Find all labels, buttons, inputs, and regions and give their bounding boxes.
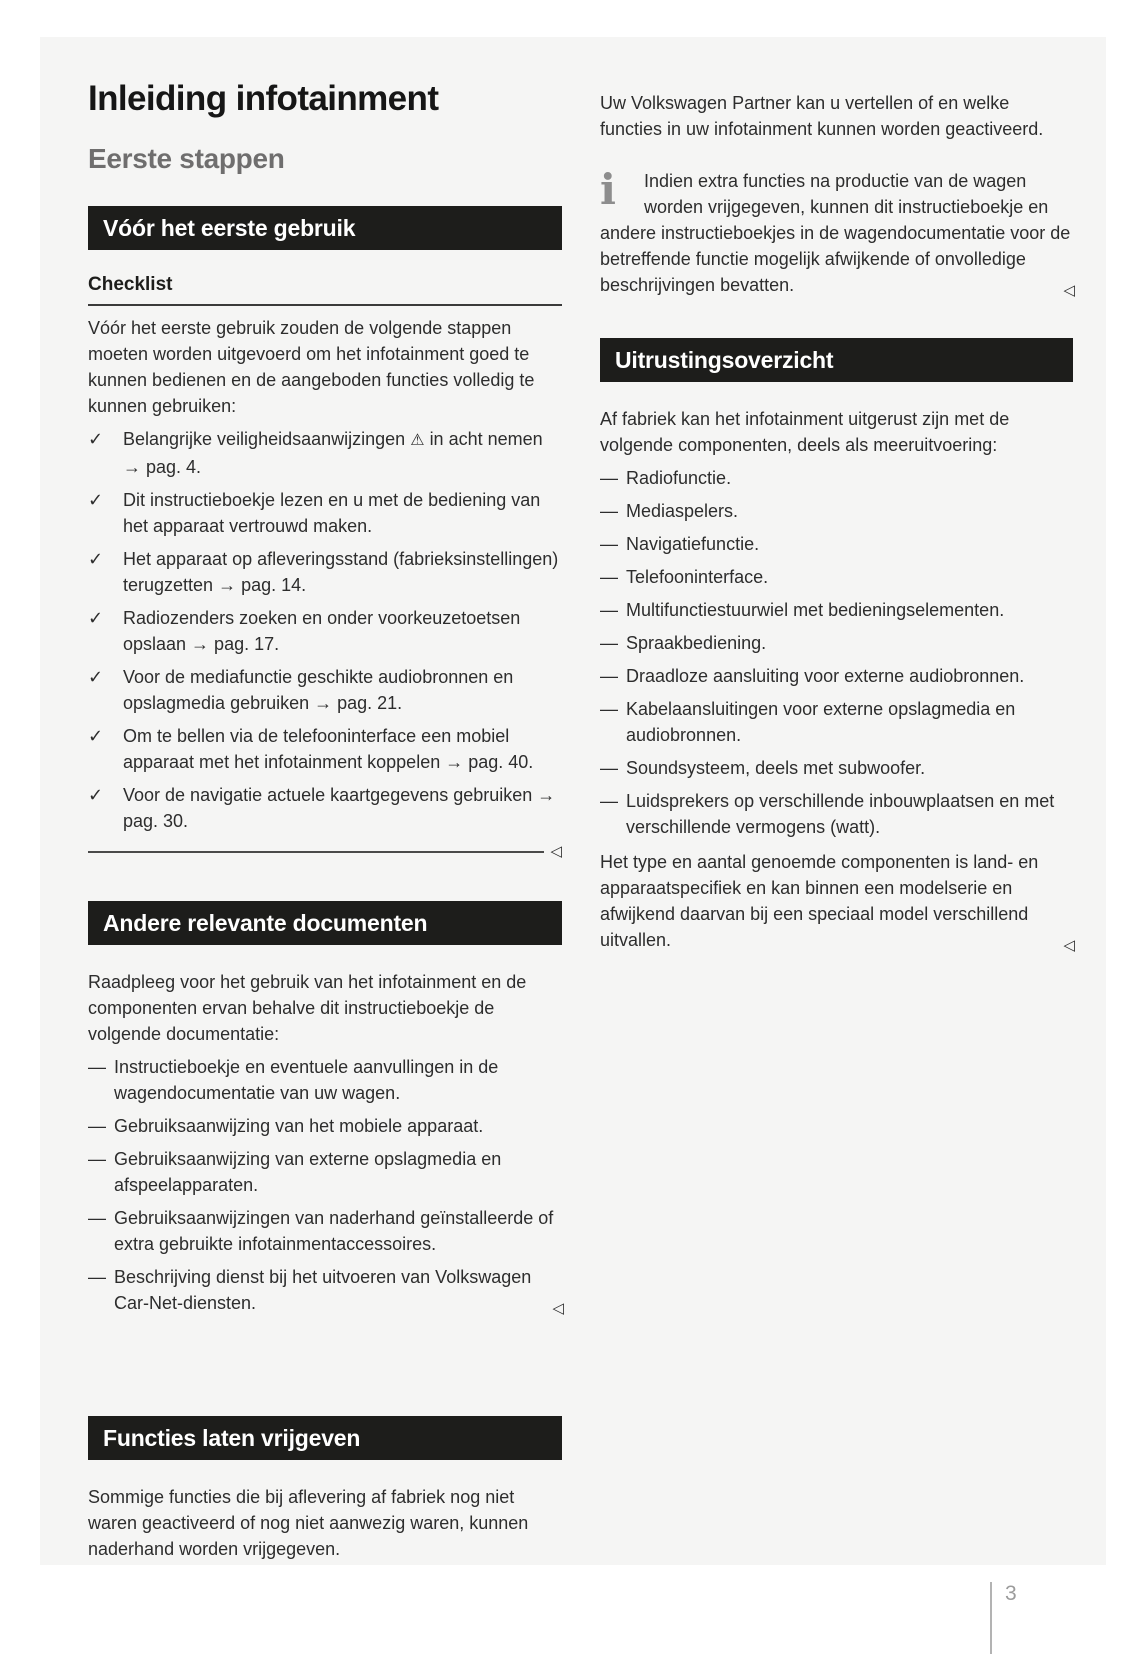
manual-page bbox=[40, 37, 1106, 1565]
dash-bullet-icon: — bbox=[600, 666, 618, 686]
section-heading-first-use: Vóór het eerste gebruik bbox=[88, 206, 562, 250]
checklist-heading: Checklist bbox=[88, 272, 562, 306]
info-note-text: Indien extra functies na productie van de wagen worden vrijgegeven, kunnen dit instructieboekje en andere instructieboekjes in de wagendocumentatie voor de betreffende functie mogelijk afwijkende of onvolledige beschrijvingen bevatten. bbox=[600, 171, 1071, 295]
dash-bullet-icon: — bbox=[88, 1149, 106, 1169]
chapter-subtitle: Eerste stappen bbox=[88, 143, 285, 174]
check-icon: ✓ bbox=[88, 785, 104, 805]
dash-bullet-icon: — bbox=[600, 501, 618, 521]
checklist-item-text: Om te bellen via de telefooninterface een mobiel apparaat met het infotainment koppelen → pag. 40. bbox=[123, 726, 534, 772]
dash-bullet-icon: — bbox=[600, 567, 618, 587]
list-item bbox=[600, 630, 1073, 656]
right-column bbox=[600, 78, 1073, 953]
dash-bullet-icon: — bbox=[88, 1116, 106, 1136]
list-item bbox=[600, 465, 1073, 491]
warning-icon: ⚠ bbox=[410, 432, 425, 449]
list-item-text: Navigatiefunctie. bbox=[626, 534, 760, 554]
dash-bullet-icon: — bbox=[600, 633, 618, 653]
checklist-item-text: Belangrijke veiligheidsaanwijzingen bbox=[123, 429, 406, 449]
section-heading-documents: Andere relevante documenten bbox=[88, 901, 562, 945]
list-item bbox=[600, 498, 1073, 524]
list-item bbox=[600, 564, 1073, 590]
checklist-item-text: in acht nemen → pag. 4. bbox=[123, 429, 543, 477]
list-item-text: Gebruiksaanwijzingen van naderhand geïnstalleerde of extra gebruikte infotainmentaccessoires. bbox=[114, 1208, 554, 1254]
divider bbox=[88, 851, 544, 853]
dash-bullet-icon: — bbox=[600, 699, 618, 719]
section-end-rule bbox=[88, 844, 562, 859]
section-end-marker-icon: ◁ bbox=[552, 1300, 564, 1317]
check-icon: ✓ bbox=[88, 490, 104, 510]
page-number: 3 bbox=[1005, 1582, 1017, 1605]
list-item bbox=[600, 531, 1073, 557]
list-item bbox=[600, 663, 1073, 689]
list-item-text: Beschrijving dienst bij het uitvoeren van Volkswagen Car-Net-diensten. bbox=[114, 1267, 532, 1313]
section-end-marker-icon: ◁ bbox=[1063, 282, 1075, 299]
list-item bbox=[88, 1264, 562, 1316]
list-item-text: Luidsprekers op verschillende inbouwplaatsen en met verschillende vermogens (watt). bbox=[626, 791, 1055, 837]
list-item bbox=[88, 1205, 562, 1257]
list-item bbox=[88, 1054, 562, 1106]
dash-bullet-icon: — bbox=[600, 600, 618, 620]
check-icon: ✓ bbox=[88, 726, 104, 746]
equipment-list bbox=[600, 465, 1073, 840]
list-item-text: Draadloze aansluiting voor externe audiobronnen. bbox=[626, 666, 1025, 686]
check-icon: ✓ bbox=[88, 608, 104, 628]
list-item-text: Kabelaansluitingen voor externe opslagmedia en audiobronnen. bbox=[626, 699, 1016, 745]
equipment-intro: Af fabriek kan het infotainment uitgerust zijn met de volgende componenten, deels als meeruitvoering: bbox=[600, 409, 1010, 455]
section-heading-functions: Functies laten vrijgeven bbox=[88, 1416, 562, 1460]
list-item-text: Radiofunctie. bbox=[626, 468, 732, 488]
checklist bbox=[88, 426, 562, 834]
check-icon: ✓ bbox=[88, 549, 104, 569]
dash-bullet-icon: — bbox=[88, 1267, 106, 1287]
list-item bbox=[88, 1113, 562, 1139]
list-item bbox=[600, 696, 1073, 748]
checklist-item bbox=[88, 546, 562, 598]
list-item-text: Gebruiksaanwijzing van het mobiele apparaat. bbox=[114, 1116, 484, 1136]
checklist-item bbox=[88, 782, 562, 834]
checklist-item-text: Voor de mediafunctie geschikte audiobronnen en opslagmedia gebruiken → pag. 21. bbox=[123, 667, 514, 713]
checklist-item-text: Het apparaat op afleveringsstand (fabrieksinstellingen) terugzetten → pag. 14. bbox=[123, 549, 559, 595]
documents-list bbox=[88, 1054, 562, 1316]
checklist-item bbox=[88, 664, 562, 716]
section-end-marker-icon: ◁ bbox=[1063, 937, 1075, 954]
functions-body: Sommige functies die bij aflevering af fabriek nog niet waren geactiveerd of nog niet aanwezig waren, kunnen naderhand worden vrijgegeven. bbox=[88, 1487, 529, 1559]
info-note bbox=[600, 165, 1075, 299]
check-icon: ✓ bbox=[88, 667, 104, 687]
checklist-item bbox=[88, 723, 562, 775]
checklist-item bbox=[88, 605, 562, 657]
checklist-item-text: Voor de navigatie actuele kaartgegevens gebruiken → pag. 30. bbox=[123, 785, 556, 831]
list-item-text: Multifunctiestuurwiel met bedieningselementen. bbox=[626, 600, 1005, 620]
dash-bullet-icon: — bbox=[600, 468, 618, 488]
page-title: Inleiding infotainment bbox=[88, 79, 439, 118]
dash-bullet-icon: — bbox=[88, 1057, 106, 1077]
checklist-intro: Vóór het eerste gebruik zouden de volgende stappen moeten worden uitgevoerd om het infotainment goed te kunnen bedienen en de aangeboden functies volledig te kunnen gebruiken: bbox=[88, 318, 535, 416]
section-end-marker-icon: ◁ bbox=[550, 843, 562, 860]
list-item-text: Gebruiksaanwijzing van externe opslagmedia en afspeelapparaten. bbox=[114, 1149, 502, 1195]
documents-intro: Raadpleeg voor het gebruik van het infotainment en de componenten ervan behalve dit instructieboekje de volgende documentatie: bbox=[88, 972, 527, 1044]
list-item bbox=[600, 788, 1073, 840]
section-heading-equipment: Uitrustingsoverzicht bbox=[600, 338, 1073, 382]
checklist-item-text: Radiozenders zoeken en onder voorkeuzetoetsen opslaan → pag. 17. bbox=[123, 608, 521, 654]
list-item-text: Soundsysteem, deels met subwoofer. bbox=[626, 758, 926, 778]
list-item bbox=[600, 755, 1073, 781]
list-item-text: Mediaspelers. bbox=[626, 501, 739, 521]
list-item bbox=[600, 597, 1073, 623]
dash-bullet-icon: — bbox=[600, 791, 618, 811]
left-column bbox=[88, 78, 562, 1562]
list-item-text: Instructieboekje en eventuele aanvullingen in de wagendocumentatie van uw wagen. bbox=[114, 1057, 499, 1103]
info-icon: i bbox=[600, 165, 616, 214]
checklist-item bbox=[88, 487, 562, 539]
equipment-outro: Het type en aantal genoemde componenten is land- en apparaatspecifiek en kan binnen een modelserie en afwijkend daarvan bij een speciaal model verschillend uitvallen. ◁ bbox=[600, 852, 1075, 954]
partner-paragraph: Uw Volkswagen Partner kan u vertellen of en welke functies in uw infotainment kunnen worden geactiveerd. bbox=[600, 93, 1044, 139]
dash-bullet-icon: — bbox=[600, 758, 618, 778]
list-item bbox=[88, 1146, 562, 1198]
list-item-text: Telefooninterface. bbox=[626, 567, 769, 587]
dash-bullet-icon: — bbox=[88, 1208, 106, 1228]
dash-bullet-icon: — bbox=[600, 534, 618, 554]
checklist-item-text: Dit instructieboekje lezen en u met de bediening van het apparaat vertrouwd maken. bbox=[123, 490, 541, 536]
check-icon: ✓ bbox=[88, 429, 104, 449]
list-item-text: Spraakbediening. bbox=[626, 633, 767, 653]
page-number-rule bbox=[990, 1582, 992, 1654]
checklist-item bbox=[88, 426, 562, 480]
